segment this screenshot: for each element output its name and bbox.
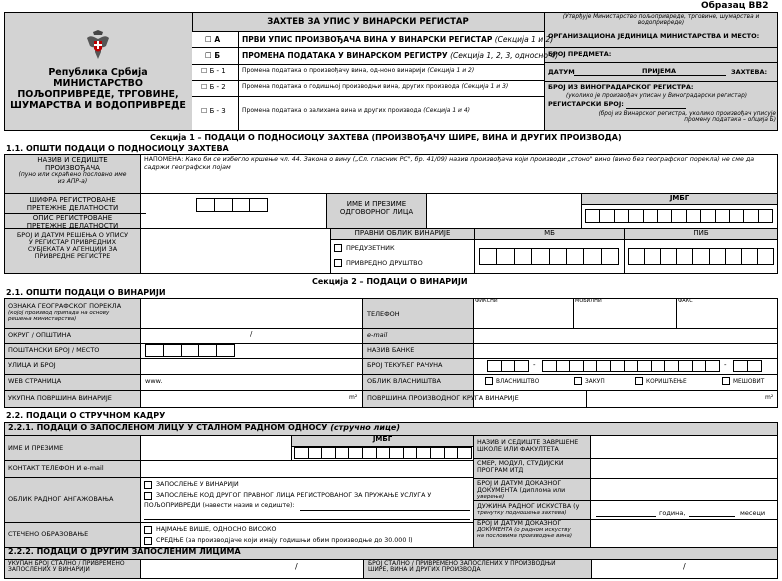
vineyard-number-note: (уколико је произвођач уписан у Виноградарски регистар)	[566, 93, 748, 99]
ownership-own-label: ВЛАСНИШТВО	[496, 379, 540, 385]
winery-number-note: (број из Винарског регистра, уколико произвођач уписује	[598, 111, 776, 117]
school-label: ШКОЛЕ ИЛИ ФАКУЛТЕТА	[477, 445, 559, 453]
activity-desc-label: ПРЕТЕЖНЕ ДЕЛАТНОСТИ	[26, 221, 119, 230]
org-line: МИНИСТАРСТВО	[53, 77, 143, 89]
company-label: ПРИВРЕДНО ДРУШТВО	[346, 259, 423, 267]
district-slash: /	[250, 330, 253, 338]
account-dash: -	[724, 361, 727, 369]
jmbg-label: ЈМБГ	[669, 194, 690, 202]
web-label: WEB СТРАНИЦА	[8, 377, 62, 385]
ministry-note: (Утврђује Министарство пољопривреде, трговине, шумарства и	[562, 14, 760, 20]
option-b2-label: Промена података о годишњој производњи вина, других производа	[242, 83, 460, 90]
decision-label: БРОЈ И ДАТУМ РЕШЕЊА О УПИСУ	[16, 231, 129, 239]
option-b2-note: (Секција 1 и 3)	[461, 83, 509, 90]
producer-name-field[interactable]	[144, 176, 774, 192]
coat-of-arms-icon	[86, 30, 110, 60]
staff-jmbg-label: ЈМБГ	[372, 435, 393, 443]
name-note: из АПР-а)	[57, 177, 88, 185]
decision-field[interactable]	[141, 229, 330, 273]
diploma-label: уверење)	[477, 493, 505, 500]
email-field[interactable]	[474, 329, 777, 343]
postal-code-cells[interactable]	[145, 344, 235, 357]
winery-number-label: РЕГИСТАРСКИ БРОЈ:	[548, 100, 624, 108]
ownership-use-label: КОРИШЋЕЊЕ	[646, 379, 687, 385]
option-b3-note: (Секција 1 и 4)	[423, 107, 471, 114]
full-name-field[interactable]	[141, 436, 291, 460]
web-field[interactable]	[165, 375, 362, 390]
diploma-label: БРОЈ И ДАТУМ ДОКАЗНОГ	[477, 480, 562, 487]
form-code: Образац ВВ2	[701, 1, 769, 11]
postal-label: ПОШТАНСКИ БРОЈ / МЕСТО	[8, 346, 100, 354]
experience-label: тренутку подношења захтева)	[477, 509, 567, 516]
account-number-cells[interactable]	[542, 360, 720, 372]
engagement-label: ОБЛИК РАДНОГ АНГАЖОВАЊА	[8, 495, 114, 503]
bank-field[interactable]	[474, 344, 777, 358]
production-staff-label: БРОЈ СТАЛНО / ПРИВРЕМЕНО ЗАПОСЛЕНИХ У ПРОИЗВОДЊИ	[368, 560, 556, 567]
account-dash: -	[533, 361, 536, 369]
prod-area-label: ПОВРШИНА ПРОИЗВОДНОГ КРУГА ВИНАРИЈЕ	[367, 394, 519, 402]
option-b-label: ПРОМЕНА ПОДАТАКА У ВИНАРСКОМ РЕГИСТРУ	[242, 51, 448, 60]
experience-label: ДУЖИНА РАДНОГ ИСКУСТВА (у	[477, 503, 580, 510]
diploma-label: ДОКУМЕНТА (диплома или	[477, 486, 566, 494]
responsible-label: ОДГОВОРНОГ ЛИЦА	[339, 207, 414, 216]
activity-code-label: ПРЕТЕЖНЕ ДЕЛАТНОСТИ	[26, 203, 119, 212]
bank-label: НАЗИВ БАНКЕ	[367, 346, 415, 354]
major-field[interactable]	[591, 459, 777, 478]
engagement-other-label-cont: ПОЉОПРИВРЕДИ (навести назив и седиште):	[144, 502, 295, 509]
mb-cells[interactable]	[479, 248, 619, 265]
geo-label: ОЗНАКА ГЕОГРАФСКОГ ПОРЕКЛА	[8, 302, 122, 310]
name-label: НАЗИВ И СЕДИШТЕ	[37, 156, 108, 164]
fax-label: ФАКС	[678, 298, 693, 304]
activity-code-cells[interactable]	[196, 198, 268, 212]
phone-fixed-label: ФИКСНИ	[475, 298, 498, 304]
staff-sub-title: 2.2.1. ПОДАЦИ О ЗАПОСЛЕНОМ ЛИЦУ У СТАЛНОМ РАДНОМ ОДНОСУ	[8, 423, 328, 432]
geo-note: (којој производ припада на основу	[8, 310, 110, 316]
education-secondary-label: СРЕДЊЕ (за производјаче који имају годишњи обим производње до 30.000 l)	[156, 537, 413, 544]
full-name-label: ИМЕ И ПРЕЗИМЕ	[8, 444, 64, 452]
request-label: ЗАХТЕВА:	[731, 68, 768, 76]
case-number-label: БРОЈ ПРЕДМЕТА:	[548, 50, 612, 58]
proof-label: БРОЈ И ДАТУМ ДОКАЗНОГ	[477, 520, 562, 527]
phone-mobile-label: МОБИЛНИ	[575, 298, 602, 304]
others-title: 2.2.2. ПОДАЦИ О ДРУГИМ ЗАПОСЛЕНИМ ЛИЦИМА	[8, 547, 241, 556]
education-label: СТЕЧЕНО ОБРАЗОВАЊЕ	[8, 530, 89, 538]
place-field[interactable]	[240, 344, 362, 358]
decision-label: ПРИВРЕДНЕ РЕГИСТРЕ	[34, 252, 111, 261]
option-b1-checkbox[interactable]: ☐ Б - 1	[201, 67, 226, 75]
option-b3-checkbox[interactable]: ☐ Б - 3	[201, 107, 226, 115]
entrepreneur-label: ПРЕДУЗЕТНИК	[346, 244, 395, 252]
phone-fixed-field[interactable]	[474, 306, 573, 328]
legal-form-label: ПРАВНИ ОБЛИК ВИНАРИЈЕ	[354, 229, 451, 237]
years-label: година,	[659, 509, 686, 517]
web-prefix: www.	[145, 377, 163, 385]
school-label: НАЗИВ И СЕДИШТЕ ЗАВРШЕНЕ	[477, 439, 579, 446]
section1-title: Секција 1 – ПОДАЦИ О ПОДНОСИОЦУ ЗАХТЕВА (ПРОИЗВОЂАЧУ ШИРЕ, ВИНА И ДРУГИХ ПРОИЗВОДА)	[150, 133, 622, 142]
fax-field[interactable]	[677, 306, 777, 328]
name-note: (пуно или скраћено пословно име	[18, 171, 127, 179]
name-label: ПРОИЗВОЂАЧА	[45, 163, 100, 172]
street-field[interactable]	[141, 359, 362, 374]
option-b2-checkbox[interactable]: ☐ Б - 2	[201, 83, 226, 91]
entrepreneur-checkbox[interactable]	[334, 244, 342, 252]
total-staff-label: ЗАПОСЛЕНИХ У ВИНАРИЈИ	[8, 566, 90, 574]
production-staff-slash: /	[683, 562, 686, 571]
activity-code-label: ШИФРА РЕГИСТРОВАНЕ	[29, 196, 116, 204]
option-a-label: ПРВИ УПИС ПРОИЗВОЂАЧА ВИНА У ВИНАРСКИ РЕГИСТАР	[242, 35, 493, 44]
org-line: ШУМАРСТВА И ВОДОПРИВРЕДЕ	[10, 99, 186, 111]
org-unit-label: ОРГАНИЗАЦИОНА ЈЕДИНИЦА МИНИСТАРСТВА И МЕСТО:	[548, 32, 760, 40]
ownership-mixed-checkbox[interactable]	[722, 377, 730, 385]
district-label: ОКРУГ / ОПШТИНА	[8, 331, 72, 339]
note-label: НАПОМЕНА:	[144, 156, 184, 163]
education-secondary-checkbox[interactable]	[144, 537, 152, 545]
org-line: ПОЉОПРИВРЕДЕ, ТРГОВИНЕ,	[17, 88, 179, 100]
pib-cells[interactable]	[628, 248, 774, 265]
responsible-jmbg-cells[interactable]	[585, 209, 773, 223]
org-line: Република Србија	[48, 67, 148, 78]
section2-title: Секција 2 – ПОДАЦИ О ВИНАРИЈИ	[312, 277, 468, 286]
prod-area-unit: m²	[765, 394, 774, 401]
mb-label: МБ	[544, 229, 555, 237]
winery-area-label: УКУПНА ПОВРШИНА ВИНАРИЈЕ	[8, 394, 112, 402]
proof-label: ДОКУМЕНТА (о радном искуству	[477, 526, 571, 533]
account-control-cells[interactable]	[733, 360, 762, 372]
staff-title: 2.2. ПОДАЦИ О СТРУЧНОМ КАДРУ	[6, 411, 166, 420]
total-staff-label: УКУПАН БРОЈ СТАЛНО / ПРИВРЕМЕНО	[8, 560, 125, 567]
activity-desc-label: ОПИС РЕГИСТРОВАНЕ	[32, 214, 113, 222]
engagement-winery-checkbox[interactable]	[144, 481, 152, 489]
ownership-label: ОБЛИК ВЛАСНИШТВА	[367, 377, 441, 385]
geo-note: решења министарства)	[8, 315, 77, 322]
account-label: БРОЈ ТЕКУЋЕГ РАЧУНА	[367, 361, 443, 369]
decision-label: СУБЈЕКАТА У АГЕНЦИЈИ ЗА	[27, 245, 118, 254]
request-title: ЗАХТЕВ ЗА УПИС У ВИНАРСКИ РЕГИСТАР	[267, 17, 469, 27]
months-label: месеци	[740, 509, 766, 517]
option-b3-label: Промена података о залихама вина и других производа	[242, 107, 422, 114]
decision-label: У РЕГИСТАР ПРИВРЕДНИХ	[28, 238, 117, 247]
phone-mobile-field[interactable]	[574, 306, 676, 328]
note-text: Како би се избегло кршење чл. 44. Закона о вину („Сл. гласник РС", бр. 41/09) назив произвођача који производи „стоно" вино (вино без географског порекла) не сме да садржи географски појам	[144, 156, 755, 171]
diploma-field[interactable]	[591, 479, 777, 500]
education-higher-label: НАЈМАЊЕ ВИШЕ, ОДНОСНО ВИСОКО	[156, 526, 277, 533]
geo-origin-field[interactable]	[141, 299, 362, 328]
option-b-note: (Секција 1, 2, 3, односно 4)	[450, 51, 558, 60]
date-label: ДАТУМ	[548, 68, 575, 76]
option-b-checkbox[interactable]: ☐ Б	[205, 51, 221, 60]
prod-area-field[interactable]	[587, 391, 762, 407]
vineyard-number-label: БРОЈ ИЗ ВИНОГРАДАРСКОГ РЕГИСТРА:	[548, 83, 694, 91]
winery-number-note: промену података – опција Б)	[684, 117, 776, 124]
engagement-other-label: ЗАПОСЛЕЊЕ КОД ДРУГОГ ПРАВНОГ ЛИЦА РЕГИСТРОВАНОГ ЗА ПРУЖАЊЕ УСЛУГА У	[156, 492, 432, 499]
company-checkbox[interactable]	[334, 259, 342, 267]
major-label: СМЕР, МОДУЛ, СТУДИЈСКИ	[477, 460, 564, 467]
ownership-mixed-label: МЕШОВИТ	[733, 379, 765, 385]
section1-subtitle: 1.1. ОПШТИ ПОДАЦИ О ПОДНОСИОЦУ ЗАХТЕВА	[6, 144, 229, 153]
option-b1-note: (Секција 1 и 2)	[427, 67, 475, 74]
receipt-label: ПРИЈЕМА	[642, 67, 677, 75]
total-staff-slash: /	[295, 562, 298, 571]
total-staff-field[interactable]	[141, 560, 363, 578]
ownership-lease-checkbox[interactable]	[574, 377, 582, 385]
phone-label: ТЕЛЕФОН	[367, 310, 400, 318]
street-label: УЛИЦА И БРОЈ	[8, 361, 56, 369]
account-bank-cells[interactable]	[487, 360, 529, 372]
staff-jmbg-cells[interactable]	[294, 447, 472, 459]
staff-sub-note: (стручно лице)	[330, 423, 401, 432]
option-a-checkbox[interactable]: ☐ А	[205, 35, 221, 44]
production-staff-label: ШИРЕ, ВИНА И ДРУГИХ ПРОИЗВОДА	[368, 566, 481, 574]
engagement-other-checkbox[interactable]	[144, 492, 152, 500]
option-a-note: (Секција 1 и 2)	[494, 35, 554, 44]
email-label: e-mail	[367, 331, 388, 339]
winery-area-field[interactable]	[141, 391, 346, 407]
school-field[interactable]	[591, 436, 777, 458]
contact-label: КОНТАКТ ТЕЛЕФОН И e-mail	[8, 464, 104, 472]
proof-field[interactable]	[591, 520, 777, 547]
engagement-winery-label: ЗАПОСЛЕЊЕ У ВИНАРИЈИ	[156, 481, 239, 488]
ministry-note: водопривреде)	[637, 20, 685, 27]
winery-area-unit: m²	[349, 394, 358, 401]
ownership-own-checkbox[interactable]	[485, 377, 493, 385]
education-higher-checkbox[interactable]	[144, 526, 152, 534]
section2-subtitle: 2.1. ОПШТИ ПОДАЦИ О ВИНАРИЈИ	[6, 288, 166, 297]
ownership-use-checkbox[interactable]	[635, 377, 643, 385]
major-label: ПРОГРАМ ИТД	[477, 466, 524, 474]
option-b1-label: Промена података о произвођачу вина, од-ноно винарији	[242, 67, 426, 74]
contact-field[interactable]	[141, 461, 473, 477]
ownership-lease-label: ЗАКУП	[585, 379, 605, 385]
pib-label: ПИБ	[693, 229, 709, 237]
proof-label: на пословима производње вина)	[477, 532, 573, 539]
responsible-label: ИМЕ И ПРЕЗИМЕ	[346, 200, 407, 208]
responsible-name-field[interactable]	[427, 194, 581, 228]
